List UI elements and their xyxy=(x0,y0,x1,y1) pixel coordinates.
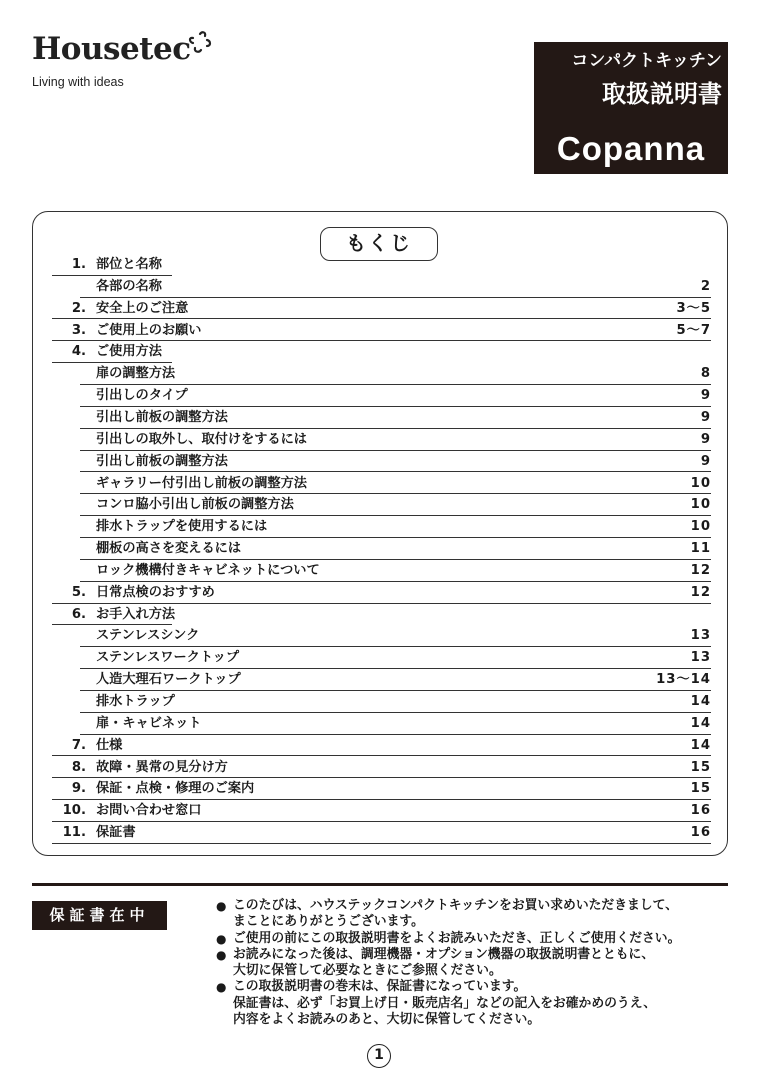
toc-entry-title: ご使用方法 xyxy=(96,344,162,360)
toc-entry-page: 10 xyxy=(690,475,711,491)
toc-entry-page: 14 xyxy=(690,737,711,753)
toc-entry xyxy=(80,363,711,385)
toc-entry-number: 10. xyxy=(62,803,86,819)
toc-entry-title: 部位と名称 xyxy=(96,257,162,272)
brand-tagline: Living with ideas xyxy=(32,75,124,89)
document-type: 取扱説明書 xyxy=(602,80,722,108)
toc-entry-title: ステンレスワークトップ xyxy=(96,650,240,666)
toc-entry xyxy=(80,713,711,735)
toc-entry-title: ロック機構付きキャビネットについて xyxy=(96,562,320,578)
toc-entry-title: 各部の名称 xyxy=(96,278,162,294)
warranty-enclosed-badge: 保証書在中 xyxy=(32,901,167,930)
toc-entry-number: 7. xyxy=(71,737,86,753)
toc-entry-title: 故障・異常の見分け方 xyxy=(96,759,228,775)
toc-entry xyxy=(52,298,711,320)
toc-entry-page: 15 xyxy=(690,759,711,775)
toc-entry xyxy=(80,625,711,647)
note-line: ● ご使用の前にこの取扱説明書をよくお読みいただき、正しくご使用ください。 xyxy=(233,930,681,946)
toc-entry-page: 8 xyxy=(700,366,711,382)
toc-entry-title: 扉・キャビネット xyxy=(96,715,202,731)
toc-entry-number: 1. xyxy=(71,257,86,272)
section-divider xyxy=(32,883,728,886)
toc-entry-page: 11 xyxy=(690,541,711,557)
toc-entry-number: 3. xyxy=(71,322,86,338)
toc-entry-title: コンロ脇小引出し前板の調整方法 xyxy=(96,497,294,513)
toc-heading: もくじ xyxy=(320,227,438,261)
toc-entry-number: 8. xyxy=(71,759,86,775)
toc-entry-page: 3～5 xyxy=(676,300,711,316)
toc-entry xyxy=(52,604,176,626)
toc-entry-number: 9. xyxy=(71,781,86,797)
toc-entry-number: 11. xyxy=(62,825,86,841)
toc-entry-title: 仕様 xyxy=(96,737,123,753)
toc-entry xyxy=(80,516,711,538)
toc-entry-page: 10 xyxy=(690,519,711,535)
toc-entry xyxy=(52,822,711,844)
toc-entry xyxy=(80,494,711,516)
toc-entry-page: 15 xyxy=(690,781,711,797)
toc-entry-title: ステンレスシンク xyxy=(96,628,200,644)
toc-entry-number: 2. xyxy=(71,300,86,316)
toc-entry-title: 棚板の高さを変えるには xyxy=(96,541,242,557)
note-item xyxy=(216,898,732,931)
toc-entry xyxy=(52,800,711,822)
note-line: まことにありがとうございます。 xyxy=(233,914,424,930)
toc-entry-number: 6. xyxy=(71,606,86,622)
toc-entry-number: 4. xyxy=(71,344,86,360)
toc-entry-title: 引出し前板の調整方法 xyxy=(96,453,228,469)
note-item xyxy=(216,931,732,947)
toc-entry-title: 保証・点検・修理のご案内 xyxy=(96,781,255,797)
toc-entry-number: 5. xyxy=(71,584,86,600)
note-line: ● この取扱説明書の巻末は、保証書になっています。 xyxy=(233,979,527,995)
toc-entry-title: 安全上のご注意 xyxy=(96,300,189,316)
toc-entry-title: 人造大理石ワークトップ xyxy=(96,672,241,688)
note-line: 内容をよくお読みのあと、大切に保管してください。 xyxy=(233,1012,541,1028)
toc-entry xyxy=(52,778,711,800)
toc-entry-title: 引出し前板の調整方法 xyxy=(96,409,228,425)
toc-entry-title: 日常点検のおすすめ xyxy=(96,584,215,600)
toc-entry-title: 引出しの取外し、取付けをするには xyxy=(96,431,307,447)
toc-entry-title: ご使用上のお願い xyxy=(96,322,202,338)
product-name: Copanna xyxy=(556,130,706,167)
toc-entry xyxy=(52,254,172,276)
toc-entry xyxy=(52,582,711,604)
toc-entry xyxy=(80,385,711,407)
toc-entry-page: 13 xyxy=(690,650,711,666)
toc-entry-title: 排水トラップ xyxy=(96,694,175,709)
toc-entry-title: お問い合わせ窓口 xyxy=(96,803,202,819)
toc-entry xyxy=(80,429,711,451)
toc-entry-page: 14 xyxy=(690,694,711,709)
housetec-logo xyxy=(32,31,191,89)
toc-entry xyxy=(52,757,711,779)
toc-entry xyxy=(52,341,172,363)
page-number: 1 xyxy=(367,1044,391,1068)
toc-entry xyxy=(80,473,711,495)
toc-entry xyxy=(52,320,711,342)
toc-entry-page: 9 xyxy=(700,388,711,404)
brand-name: Housetec xyxy=(32,31,191,67)
toc-entry-page: 12 xyxy=(690,562,711,578)
swirl-logo-icon xyxy=(188,30,212,54)
toc-entry xyxy=(80,451,711,473)
toc-entry-page: 2 xyxy=(700,278,711,294)
toc-entry xyxy=(80,647,711,669)
toc-entry xyxy=(80,560,711,582)
toc-entry-page: 9 xyxy=(700,431,711,447)
toc-entry xyxy=(52,735,711,757)
toc-entry xyxy=(80,691,711,713)
toc-entry xyxy=(80,669,711,691)
note-line: ● このたびは、ハウステックコンパクトキッチンをお買い求めいただきまして、 xyxy=(233,898,678,913)
toc-entry xyxy=(80,407,711,429)
toc-entry-page: 9 xyxy=(700,453,711,469)
note-item xyxy=(216,979,732,1028)
toc-entry-title: 保証書 xyxy=(96,825,136,841)
manual-title-block xyxy=(534,42,728,174)
toc-entry-title: お手入れ方法 xyxy=(96,606,176,622)
toc-entry-title: ギャラリー付引出し前板の調整方法 xyxy=(96,475,307,491)
note-item xyxy=(216,947,732,980)
toc-entry-title: 引出しのタイプ xyxy=(96,388,188,404)
toc-entry-title: 扉の調整方法 xyxy=(96,366,176,382)
toc-entry-page: 13～14 xyxy=(656,672,711,688)
toc-entry-page: 12 xyxy=(690,584,711,600)
note-line: 大切に保管して必要なときにご参照ください。 xyxy=(233,963,502,979)
introductory-notes xyxy=(216,898,732,1028)
toc-entry-title: 排水トラップを使用するには xyxy=(96,519,268,535)
product-category: コンパクトキッチン xyxy=(571,51,722,71)
note-line: ● お読みになった後は、調理機器・オプション機器の取扱説明書とともに、 xyxy=(233,946,655,962)
toc-entry-page: 9 xyxy=(700,409,711,425)
note-line: 保証書は、必ず「お買上げ日・販売店名」などの記入をお確かめのうえ、 xyxy=(233,995,657,1011)
toc-entry xyxy=(80,276,711,298)
toc-entry-page: 10 xyxy=(690,497,711,513)
toc-entry-page: 14 xyxy=(690,715,711,731)
toc-entry-page: 5～7 xyxy=(676,322,711,338)
toc-entry xyxy=(80,538,711,560)
toc-entry-page: 16 xyxy=(690,803,711,819)
toc-entry-page: 16 xyxy=(690,825,711,841)
toc-entry-page: 13 xyxy=(690,628,711,644)
